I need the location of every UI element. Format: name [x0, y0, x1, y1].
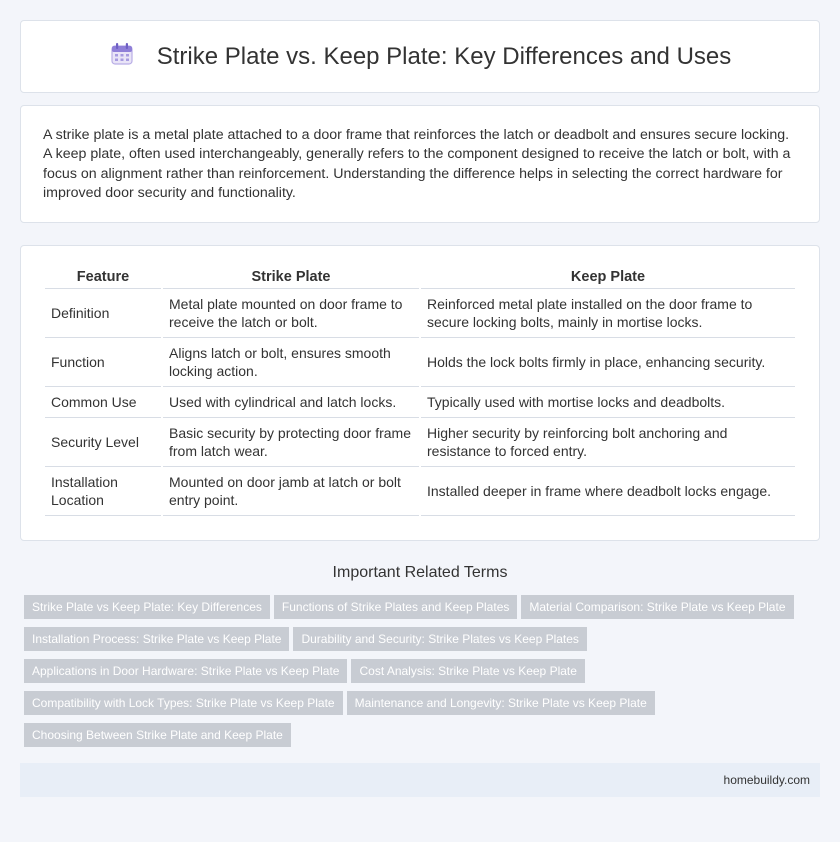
cell-keep-plate: Holds the lock bolts firmly in place, enhancing security. [421, 338, 795, 387]
related-term-tag[interactable]: Cost Analysis: Strike Plate vs Keep Plate [351, 659, 584, 683]
footer [20, 763, 820, 797]
table-row [45, 338, 795, 387]
title-card [20, 20, 820, 93]
related-terms-title: Important Related Terms [332, 564, 508, 581]
header-strike-plate: Strike Plate [163, 266, 419, 289]
cell-keep-plate: Reinforced metal plate installed on the door frame to secure locking bolts, mainly in mortise locks. [421, 289, 795, 338]
cell-feature: Installation Location [45, 467, 161, 516]
table-row [45, 467, 795, 516]
table-row [45, 387, 795, 418]
related-term-tag[interactable]: Strike Plate vs Keep Plate: Key Differences [24, 595, 270, 619]
cell-strike-plate: Used with cylindrical and latch locks. [163, 387, 419, 418]
cell-keep-plate: Installed deeper in frame where deadbolt locks engage. [421, 467, 795, 516]
cell-strike-plate: Basic security by protecting door frame from latch wear. [163, 418, 419, 467]
related-term-tag[interactable]: Applications in Door Hardware: Strike Plate vs Keep Plate [24, 659, 347, 683]
cell-feature: Security Level [45, 418, 161, 467]
comparison-table [43, 266, 797, 516]
cell-strike-plate: Metal plate mounted on door frame to receive the latch or bolt. [163, 289, 419, 338]
cell-keep-plate: Typically used with mortise locks and deadbolts. [421, 387, 795, 418]
comparison-table-card [20, 245, 820, 541]
cell-strike-plate: Mounted on door jamb at latch or bolt entry point. [163, 467, 419, 516]
related-term-tag[interactable]: Choosing Between Strike Plate and Keep Plate [24, 723, 291, 747]
cell-feature: Function [45, 338, 161, 387]
footer-site-link[interactable]: homebuildy.com [723, 773, 810, 787]
header-keep-plate: Keep Plate [421, 266, 795, 289]
related-term-tag[interactable]: Functions of Strike Plates and Keep Plates [274, 595, 517, 619]
related-terms-list [20, 595, 820, 755]
related-term-tag[interactable]: Installation Process: Strike Plate vs Keep Plate [24, 627, 289, 651]
table-row [45, 289, 795, 338]
cell-feature: Common Use [45, 387, 161, 418]
related-term-tag[interactable]: Material Comparison: Strike Plate vs Keep Plate [521, 595, 793, 619]
table-row [45, 418, 795, 467]
table-header-row [45, 266, 795, 289]
related-term-tag[interactable]: Maintenance and Longevity: Strike Plate vs Keep Plate [347, 691, 655, 715]
calendar-icon [109, 41, 135, 72]
cell-feature: Definition [45, 289, 161, 338]
cell-keep-plate: Higher security by reinforcing bolt anchoring and resistance to forced entry. [421, 418, 795, 467]
related-term-tag[interactable]: Durability and Security: Strike Plates vs Keep Plates [293, 627, 586, 651]
intro-card [20, 105, 820, 223]
page-title: Strike Plate vs. Keep Plate: Key Differences and Uses [156, 42, 732, 70]
intro-paragraph: A strike plate is a metal plate attached to a door frame that reinforces the latch or deadbolt and ensures secure locking. A keep plate, often used interchangeably, generally refers to the component designed to receive the latch or bolt, with a focus on alignment rather than reinforcement. Understanding the difference helps in selecting the correct hardware for improved door security and functionality. [43, 127, 791, 201]
header-feature: Feature [45, 266, 161, 289]
related-term-tag[interactable]: Compatibility with Lock Types: Strike Plate vs Keep Plate [24, 691, 343, 715]
cell-strike-plate: Aligns latch or bolt, ensures smooth locking action. [163, 338, 419, 387]
